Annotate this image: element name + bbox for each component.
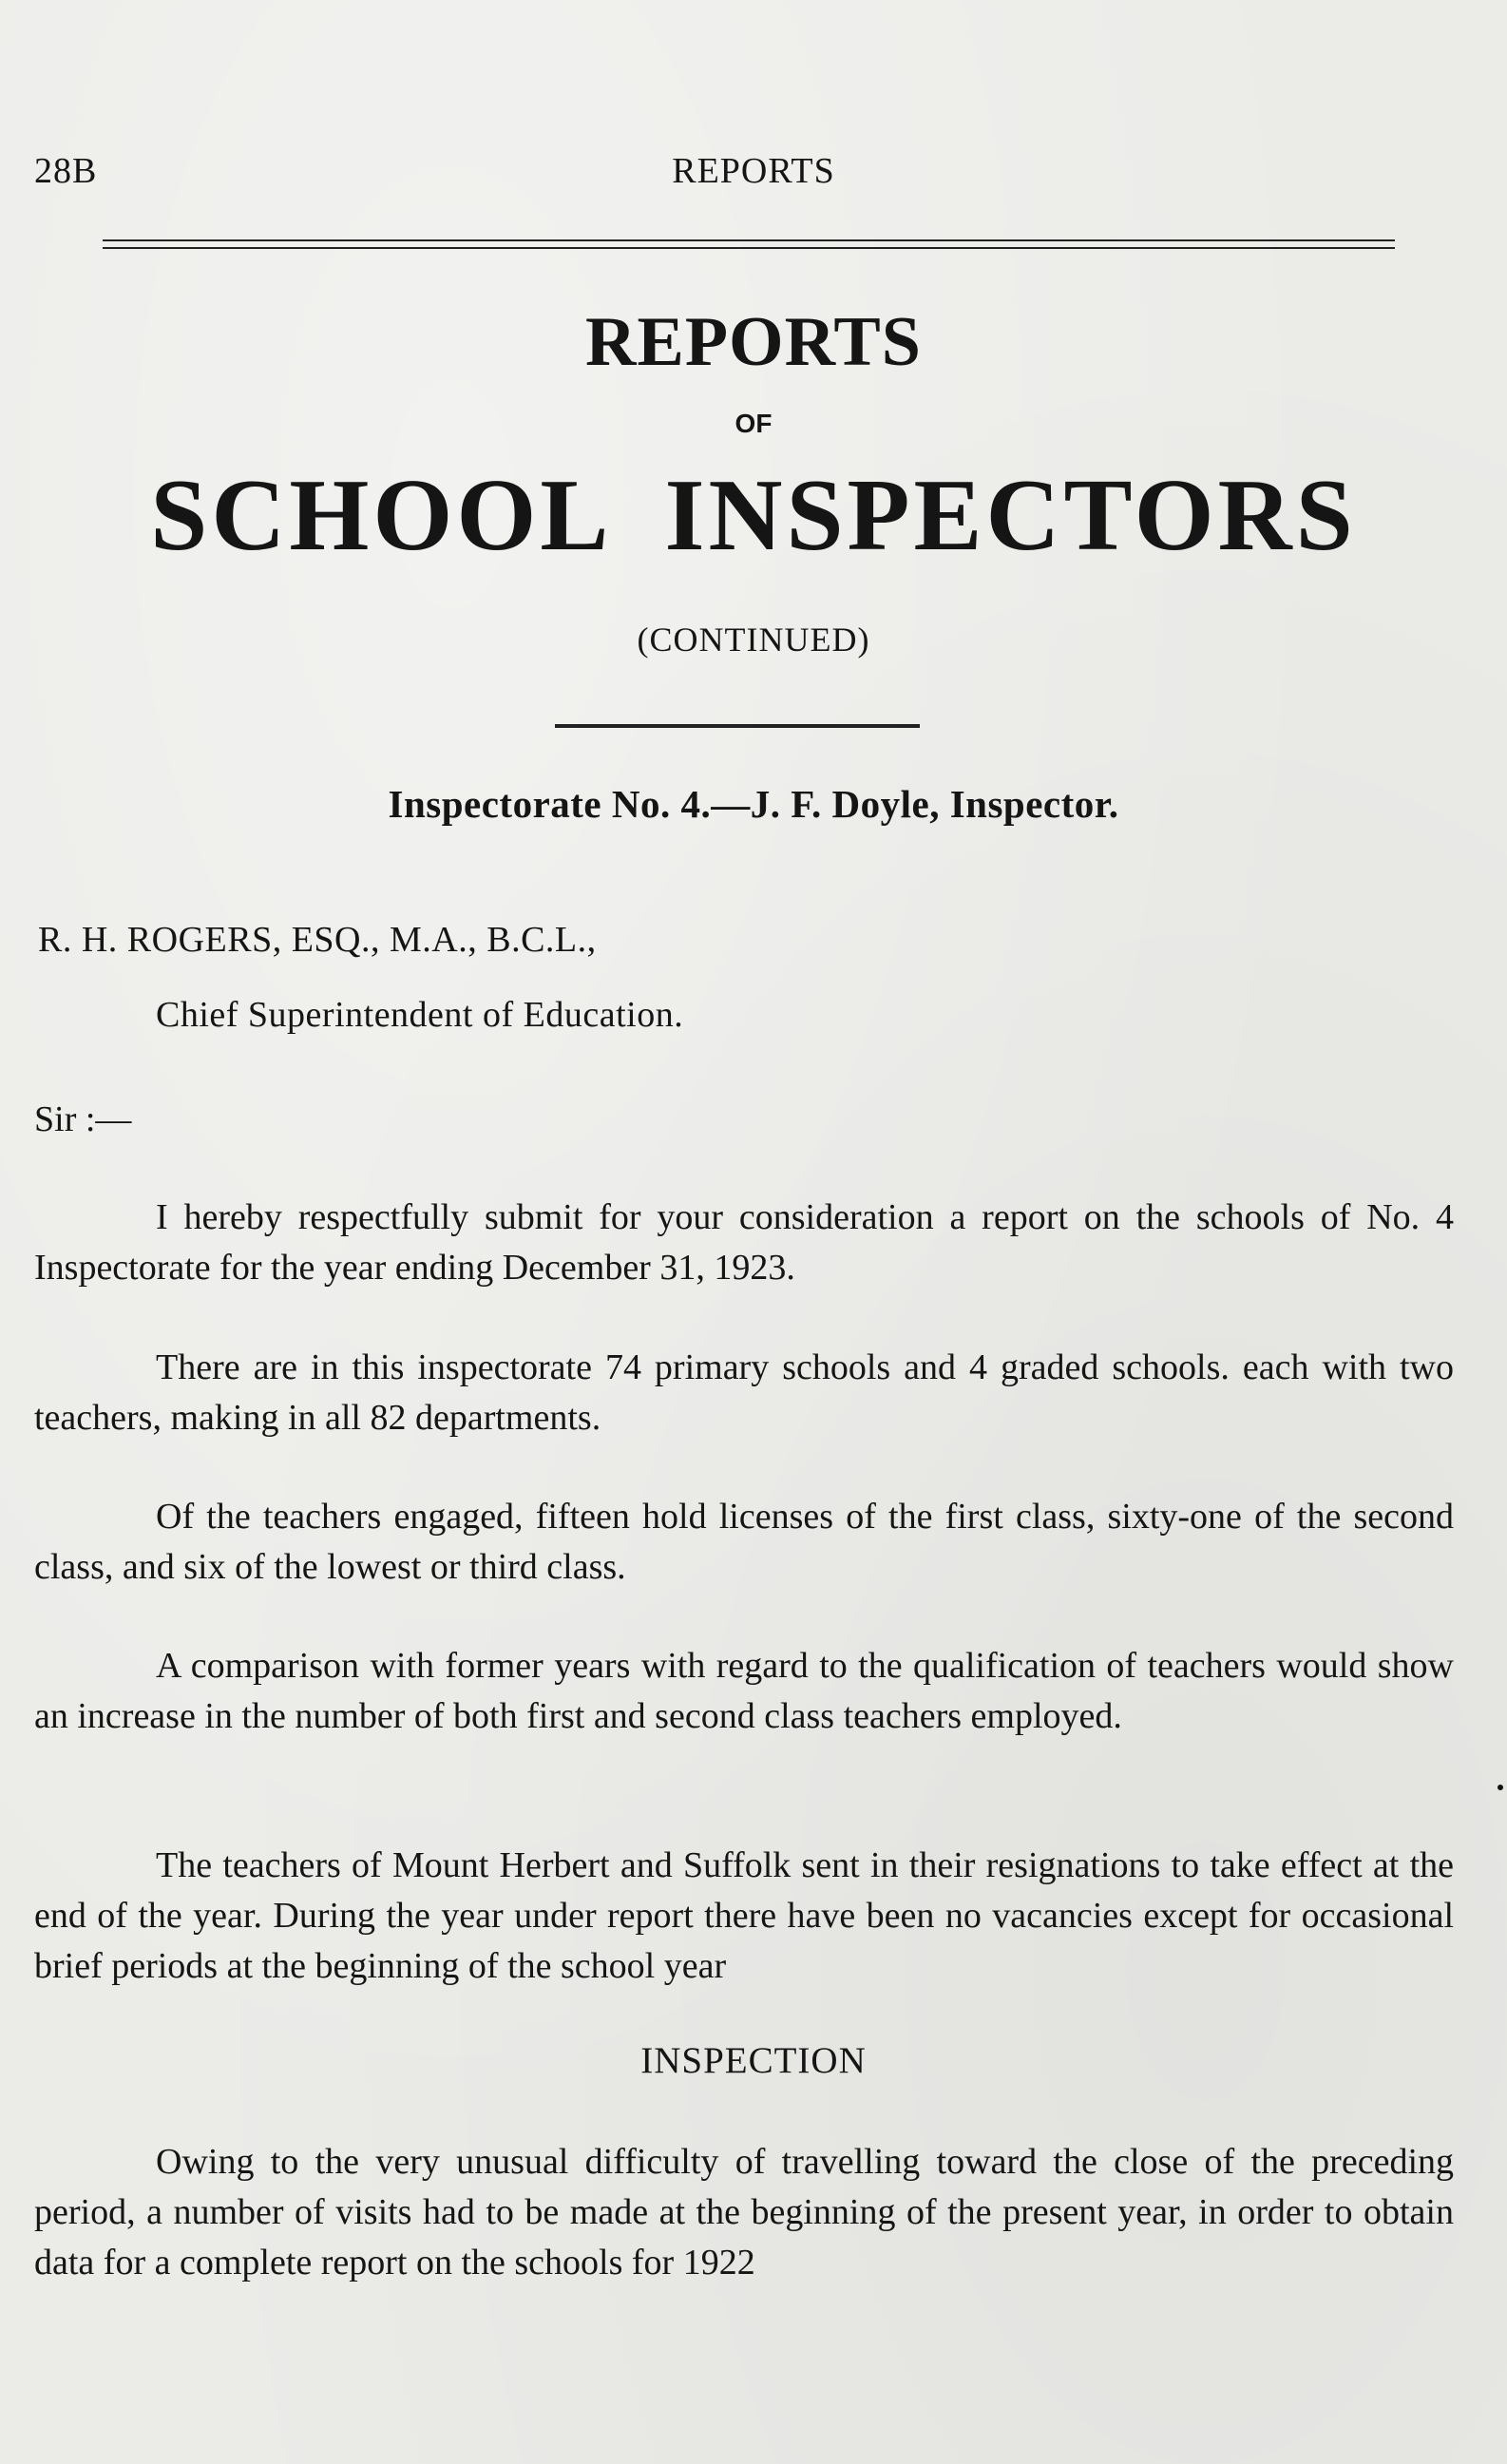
letter-addressee: R. H. ROGERS, ESQ., M.A., B.C.L., bbox=[38, 920, 597, 960]
header-double-rule bbox=[103, 239, 1395, 249]
paragraph-2: There are in this inspectorate 74 primary schools and 4 graded schools. each with two teachers, making in all 82 departments. bbox=[34, 1347, 1454, 1438]
title-short-rule bbox=[555, 724, 920, 728]
paragraph-1: I hereby respectfully submit for your consideration a report on the schools of No. 4 Inspectorate for the year ending December 31, 1923. bbox=[34, 1197, 1454, 1288]
title-school-inspectors: SCHOOL INSPECTORS bbox=[150, 459, 1357, 572]
section-heading-inspection: INSPECTION bbox=[640, 2040, 867, 2081]
page-number: 28B bbox=[34, 151, 98, 191]
title-reports: REPORTS bbox=[585, 303, 922, 381]
print-speck bbox=[1497, 1785, 1503, 1790]
title-continued: (CONTINUED) bbox=[637, 621, 870, 659]
letter-addressee-title: Chief Superintendent of Education. bbox=[156, 995, 684, 1035]
letter-salutation: Sir :— bbox=[34, 1099, 132, 1139]
paragraph-inspection: Owing to the very unusual difficulty of travelling toward the close of the preceding period, a number of visits had to be made at the beginning of the present year, in order to obtain data for a complete report on the schools for 1922 bbox=[34, 2142, 1454, 2283]
paragraph-4: A comparison with former years with regard to the qualification of teachers would show an increase in the number of both first and second class teachers employed. bbox=[34, 1646, 1454, 1736]
running-head: REPORTS bbox=[672, 151, 835, 191]
paragraph-5: The teachers of Mount Herbert and Suffolk sent in their resignations to take effect at the end of the year. During the year under report there have been no vacancies except for occasional brief periods at the beginning of the school year bbox=[34, 1845, 1454, 1986]
title-of: OF bbox=[734, 409, 773, 438]
inspectorate-subhead: Inspectorate No. 4.—J. F. Doyle, Inspector. bbox=[388, 782, 1119, 826]
paragraph-3: Of the teachers engaged, fifteen hold licenses of the first class, sixty-one of the second class, and six of the lowest or third class. bbox=[34, 1497, 1454, 1587]
